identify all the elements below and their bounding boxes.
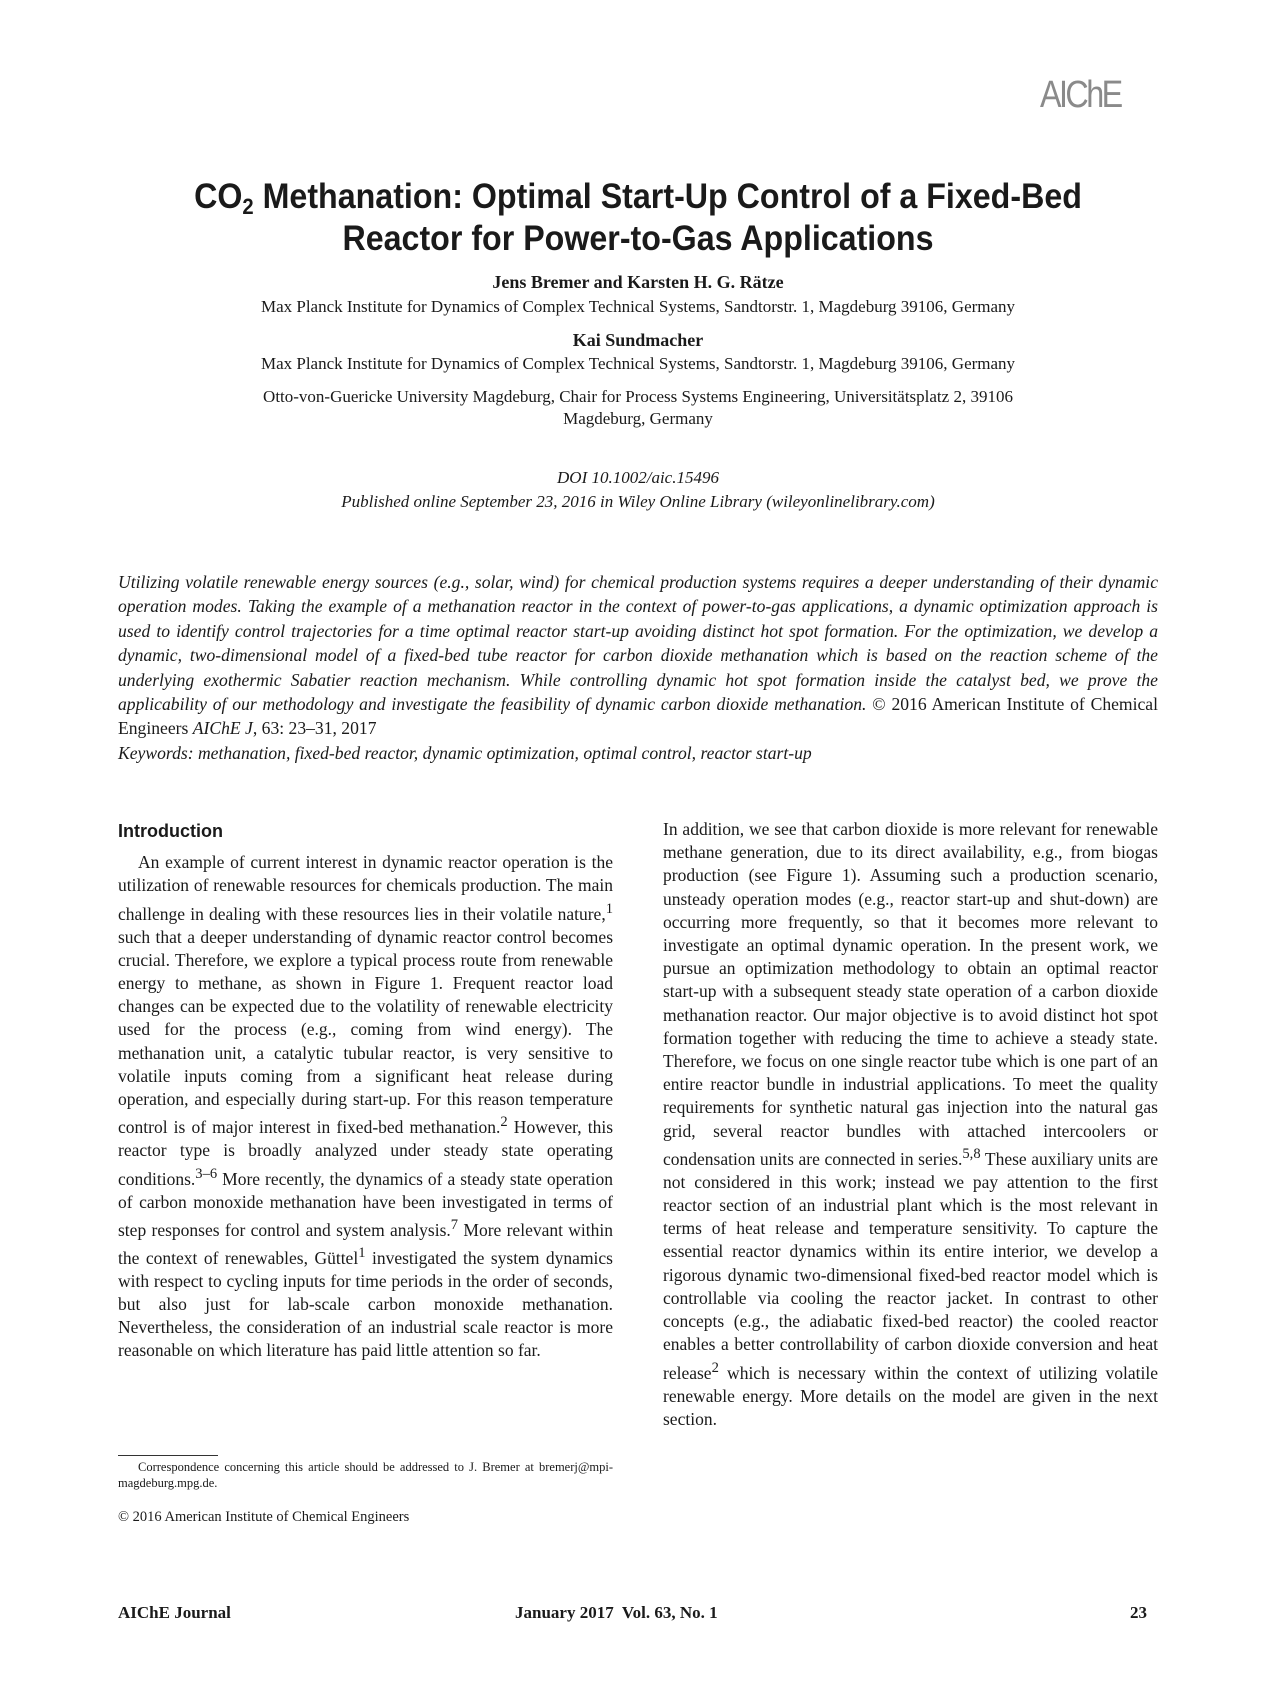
left-column <box>118 820 613 1363</box>
abstract-citation: , 63: 23–31, 2017 <box>252 718 377 739</box>
affiliation-3-line1: Otto-von-Guericke University Magdeburg, Chair for Process Systems Engineering, Universitätsplatz 2, 39106 <box>263 387 1013 406</box>
reference-7: 7 <box>450 1216 459 1233</box>
footnote-rule <box>118 1455 218 1456</box>
correspondence-footnote: Correspondence concerning this article should be addressed to J. Bremer at bremerj@mpi-magdeburg.mpg.de. <box>118 1460 613 1490</box>
copyright-notice: © 2016 American Institute of Chemical Engineers <box>118 1509 410 1525</box>
right-column <box>663 818 1158 1431</box>
affiliation-1: Max Planck Institute for Dynamics of Complex Technical Systems, Sandtorstr. 1, Magdeburg 39106, Germany <box>260 297 1016 316</box>
title-line2: Reactor for Power-to-Gas Applications <box>342 219 934 258</box>
abstract-copyright: © 2016 American Institute of Chemical Engineers <box>118 694 1159 739</box>
reference-2: 2 <box>500 1114 508 1131</box>
doi: DOI 10.1002/aic.15496 <box>557 468 719 487</box>
author-names-2: Kai Sundmacher <box>572 330 704 350</box>
footer-page-number: 23 <box>1130 1603 1147 1622</box>
title-line1: Methanation: Optimal Start-Up Control of a Fixed-Bed <box>253 177 1082 216</box>
title-subscript: 2 <box>242 194 254 219</box>
abstract-journal: AIChE J <box>192 718 253 739</box>
reference-1: 1 <box>605 900 613 917</box>
reference-2b: 2 <box>711 1359 719 1376</box>
footer-journal: AIChE Journal <box>118 1603 231 1622</box>
affiliation-3 <box>118 386 1158 430</box>
reference-1b: 1 <box>358 1244 366 1261</box>
footer-issue: January 2017 Vol. 63, No. 1 <box>515 1603 718 1622</box>
title-co: CO <box>194 177 243 216</box>
reference-5-8: 5,8 <box>962 1145 981 1162</box>
keywords: Keywords: methanation, fixed-bed reactor, dynamic optimization, optimal control, reactor start-up <box>118 742 812 763</box>
abstract-text: Utilizing volatile renewable energy sources (e.g., solar, wind) for chemical production systems requires a deeper understanding of their dynamic operation modes. Taking the example of a methanation reactor in the context of power-to-gas applications, a dynamic optimization approach is used to identify control trajectories for a time optimal reactor start-up avoiding distinct hot spot formation. For the optimization, we develop a dynamic, two-dimensional model of a fixed-bed tube reactor for carbon dioxide methanation which is based on the reaction scheme of the underlying exothermic Sabatier reaction mechanism. While controlling dynamic hot spot formation inside the catalyst bed, we prove the applicability of our methodology and investigate the feasibility of dynamic carbon dioxide methanation. <box>118 572 1158 715</box>
published-line: Published online September 23, 2016 in Wiley Online Library (wileyonlinelibrary.com) <box>341 492 935 511</box>
reference-3-6: 3–6 <box>195 1165 218 1182</box>
aiche-logo: AIChE <box>1040 74 1121 116</box>
abstract <box>118 570 1158 765</box>
article-title <box>160 176 1117 260</box>
author-names-1: Jens Bremer and Karsten H. G. Rätze <box>492 272 784 292</box>
affiliation-3-line2: Magdeburg, Germany <box>563 409 713 428</box>
intro-paragraph-2: In addition, we see that carbon dioxide is more relevant for renewable methane generation, due to its direct availability, e.g., from biogas production (see Figure 1). Assuming such a production scenario, unsteady operation modes (e.g., reactor start-up and shut-down) are occurring more frequently, so that it becomes more relevant to investigate an optimal dynamic operation. In the present work, we pursue an optimization methodology to obtain an optimal reactor start-up with a subsequent steady state operation of a carbon dioxide methanation reactor. Our major objective is to avoid distinct hot spot formation together with reducing the time to achieve a steady state. Therefore, we focus on one single reactor tube which is one part of an entire reactor bundle in industrial applications. To meet the quality requirements for synthetic natural gas injection into the natural gas grid, several reactor bundles with attached intercoolers or condensation units are connected in series.$^{5,8}$ These auxiliary units are not considered in this work; instead we pay attention to the first reactor section of an industrial plant which is the most relevant in terms of heat release and temperature sensitivity. To capture the essential reactor dynamics within its entire interior, we develop a rigorous dynamic two-dimensional fixed-bed reactor model which is controllable via cooling the reactor jacket. In contrast to other concepts (e.g., the adiabatic fixed-bed reactor) the cooled reactor enables a better controllability of carbon dioxide conversion and heat release$^2$ which is necessary within the context of utilizing volatile renewable energy. More details on the model are given in the next section. <box>663 819 1158 1429</box>
section-heading-introduction: Introduction <box>118 821 223 841</box>
affiliation-2: Max Planck Institute for Dynamics of Complex Technical Systems, Sandtorstr. 1, Magdeburg 39106, Germany <box>260 354 1016 373</box>
intro-paragraph-1: An example of current interest in dynamic reactor operation is the utilization of renewable resources for chemicals production. The main challenge in dealing with these resources lies in their volatile nature,$^1$ such that a deeper understanding of dynamic reactor control becomes crucial. Therefore, we explore a typical process route from renewable energy to methane, as shown in Figure 1. Frequent reactor load changes can be expected due to the volatility of renewable electricity used for the process (e.g., coming from wind energy). The methanation unit, a catalytic tubular reactor, is very sensitive to volatile inputs coming from a significant heat release during operation, and especially during start-up. For this reason temperature control is of major interest in fixed-bed methanation.$^2$ However, this reactor type is broadly analyzed under steady state operating conditions.$^{3-6}$ More recently, the dynamics of a steady state operation of carbon monoxide methanation have been investigated in terms of step responses for control and system analysis.$^7$ More relevant within the context of renewables, Güttel$^1$ investigated the system dynamics with respect to cycling inputs for time periods in the order of seconds, but also just for lab-scale carbon monoxide methanation. Nevertheless, the consideration of an industrial scale reactor is more reasonable on which literature has paid little attention so far. <box>118 852 614 1361</box>
